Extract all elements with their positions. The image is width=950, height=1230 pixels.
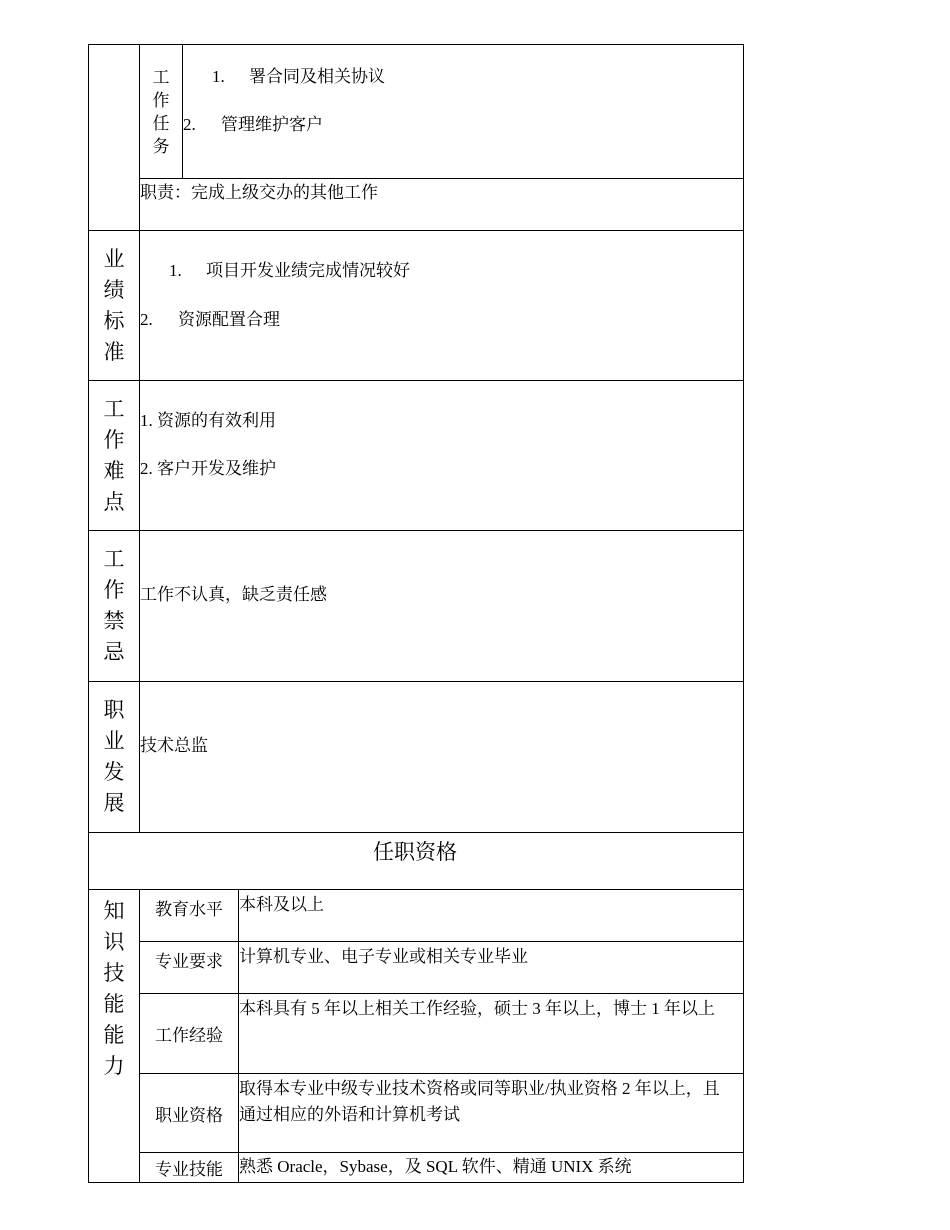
- performance-label-char: 业: [103, 246, 125, 271]
- difficulty-item-1: 1. 资源的有效利用: [140, 411, 276, 430]
- taboos-label-char: 作: [103, 578, 125, 602]
- career-label-char: 发: [103, 760, 125, 784]
- task-item-2-text: 管理维护客户: [221, 115, 323, 134]
- career-text: 技术总监: [140, 736, 208, 755]
- difficulties-label-char: 作: [103, 427, 125, 452]
- career-label-cell: [88, 681, 140, 833]
- major-label: 专业要求: [155, 952, 223, 971]
- task-item-1-number: 1.: [212, 67, 225, 86]
- knowledge-label-char: 能: [103, 992, 125, 1016]
- tasks-content-cell: [182, 44, 744, 179]
- career-label-char: 展: [103, 791, 125, 815]
- skills-value: 熟悉 Oracle，Sybase，及 SQL 软件、精通 UNIX 系统: [239, 1157, 632, 1176]
- skills-value-cell: [238, 1152, 744, 1183]
- certification-label: 职业资格: [155, 1105, 223, 1125]
- tasks-label-char: 任: [152, 113, 170, 133]
- education-label: 教育水平: [155, 900, 223, 919]
- qualifications-title: 任职资格: [373, 840, 457, 864]
- taboos-label-char: 工: [103, 547, 125, 571]
- difficulties-label-cell: [88, 380, 140, 531]
- tasks-label-cell: [139, 44, 183, 179]
- certification-value-cell: [238, 1073, 744, 1153]
- major-label-cell: [139, 941, 239, 994]
- task-item-1-text: 署合同及相关协议: [249, 67, 385, 86]
- major-value-cell: [238, 941, 744, 994]
- skills-label-cell: [139, 1152, 239, 1183]
- difficulties-label-char: 点: [103, 489, 125, 514]
- taboos-label-char: 禁: [103, 609, 125, 633]
- performance-label-char: 标: [103, 308, 125, 333]
- difficulty-item-2: 2. 客户开发及维护: [140, 459, 276, 478]
- qualifications-title-cell: [88, 832, 744, 890]
- performance-label-char: 绩: [103, 277, 125, 302]
- difficulties-content-cell: [139, 380, 744, 531]
- education-value: 本科及以上: [239, 895, 324, 914]
- knowledge-label-char: 力: [103, 1054, 125, 1078]
- career-label-char: 职: [103, 698, 125, 722]
- knowledge-label-char: 技: [103, 961, 125, 985]
- difficulties-label-char: 难: [103, 458, 125, 483]
- education-label-cell: [139, 889, 239, 942]
- certification-label-cell: [139, 1073, 239, 1153]
- taboos-label-char: 忌: [103, 640, 125, 664]
- tasks-label-char: 务: [152, 136, 170, 156]
- knowledge-skills-label-cell: [88, 889, 140, 1183]
- experience-value: 本科具有 5 年以上相关工作经验，硕士 3 年以上，博士 1 年以上: [239, 999, 715, 1018]
- experience-label: 工作经验: [155, 1026, 223, 1045]
- performance-label-cell: [88, 230, 140, 381]
- taboos-text: 工作不认真，缺乏责任感: [140, 585, 327, 604]
- certification-value: 取得本专业中级专业技术资格或同等职业/执业资格 2 年以上，且通过相应的外语和计算机考试: [239, 1079, 720, 1124]
- knowledge-label-char: 识: [103, 930, 125, 954]
- performance-item-2-text: 资源配置合理: [178, 310, 280, 329]
- task-item-2-number: 2.: [183, 115, 196, 134]
- career-label-char: 业: [103, 729, 125, 753]
- experience-value-cell: [238, 993, 744, 1074]
- experience-label-cell: [139, 993, 239, 1074]
- taboos-content-cell: [139, 530, 744, 682]
- performance-item-1-text: 项目开发业绩完成情况较好: [206, 261, 410, 280]
- tasks-label-char: 工: [152, 67, 170, 87]
- duty-text: 职责：完成上级交办的其他工作: [140, 183, 378, 202]
- performance-content-cell: [139, 230, 744, 381]
- knowledge-label-char: 能: [103, 1023, 125, 1047]
- knowledge-label-char: 知: [103, 899, 125, 923]
- career-content-cell: [139, 681, 744, 833]
- major-value: 计算机专业、电子专业或相关专业毕业: [239, 947, 528, 966]
- tasks-left-blank-cell: [88, 44, 140, 231]
- taboos-label-cell: [88, 530, 140, 682]
- difficulties-label-char: 工: [103, 396, 125, 421]
- performance-label-char: 准: [103, 339, 125, 364]
- performance-item-2-number: 2.: [140, 310, 153, 329]
- performance-item-1-number: 1.: [169, 261, 182, 280]
- duty-cell: [139, 178, 744, 231]
- education-value-cell: [238, 889, 744, 942]
- tasks-label-char: 作: [152, 90, 170, 110]
- skills-label: 专业技能: [155, 1160, 223, 1179]
